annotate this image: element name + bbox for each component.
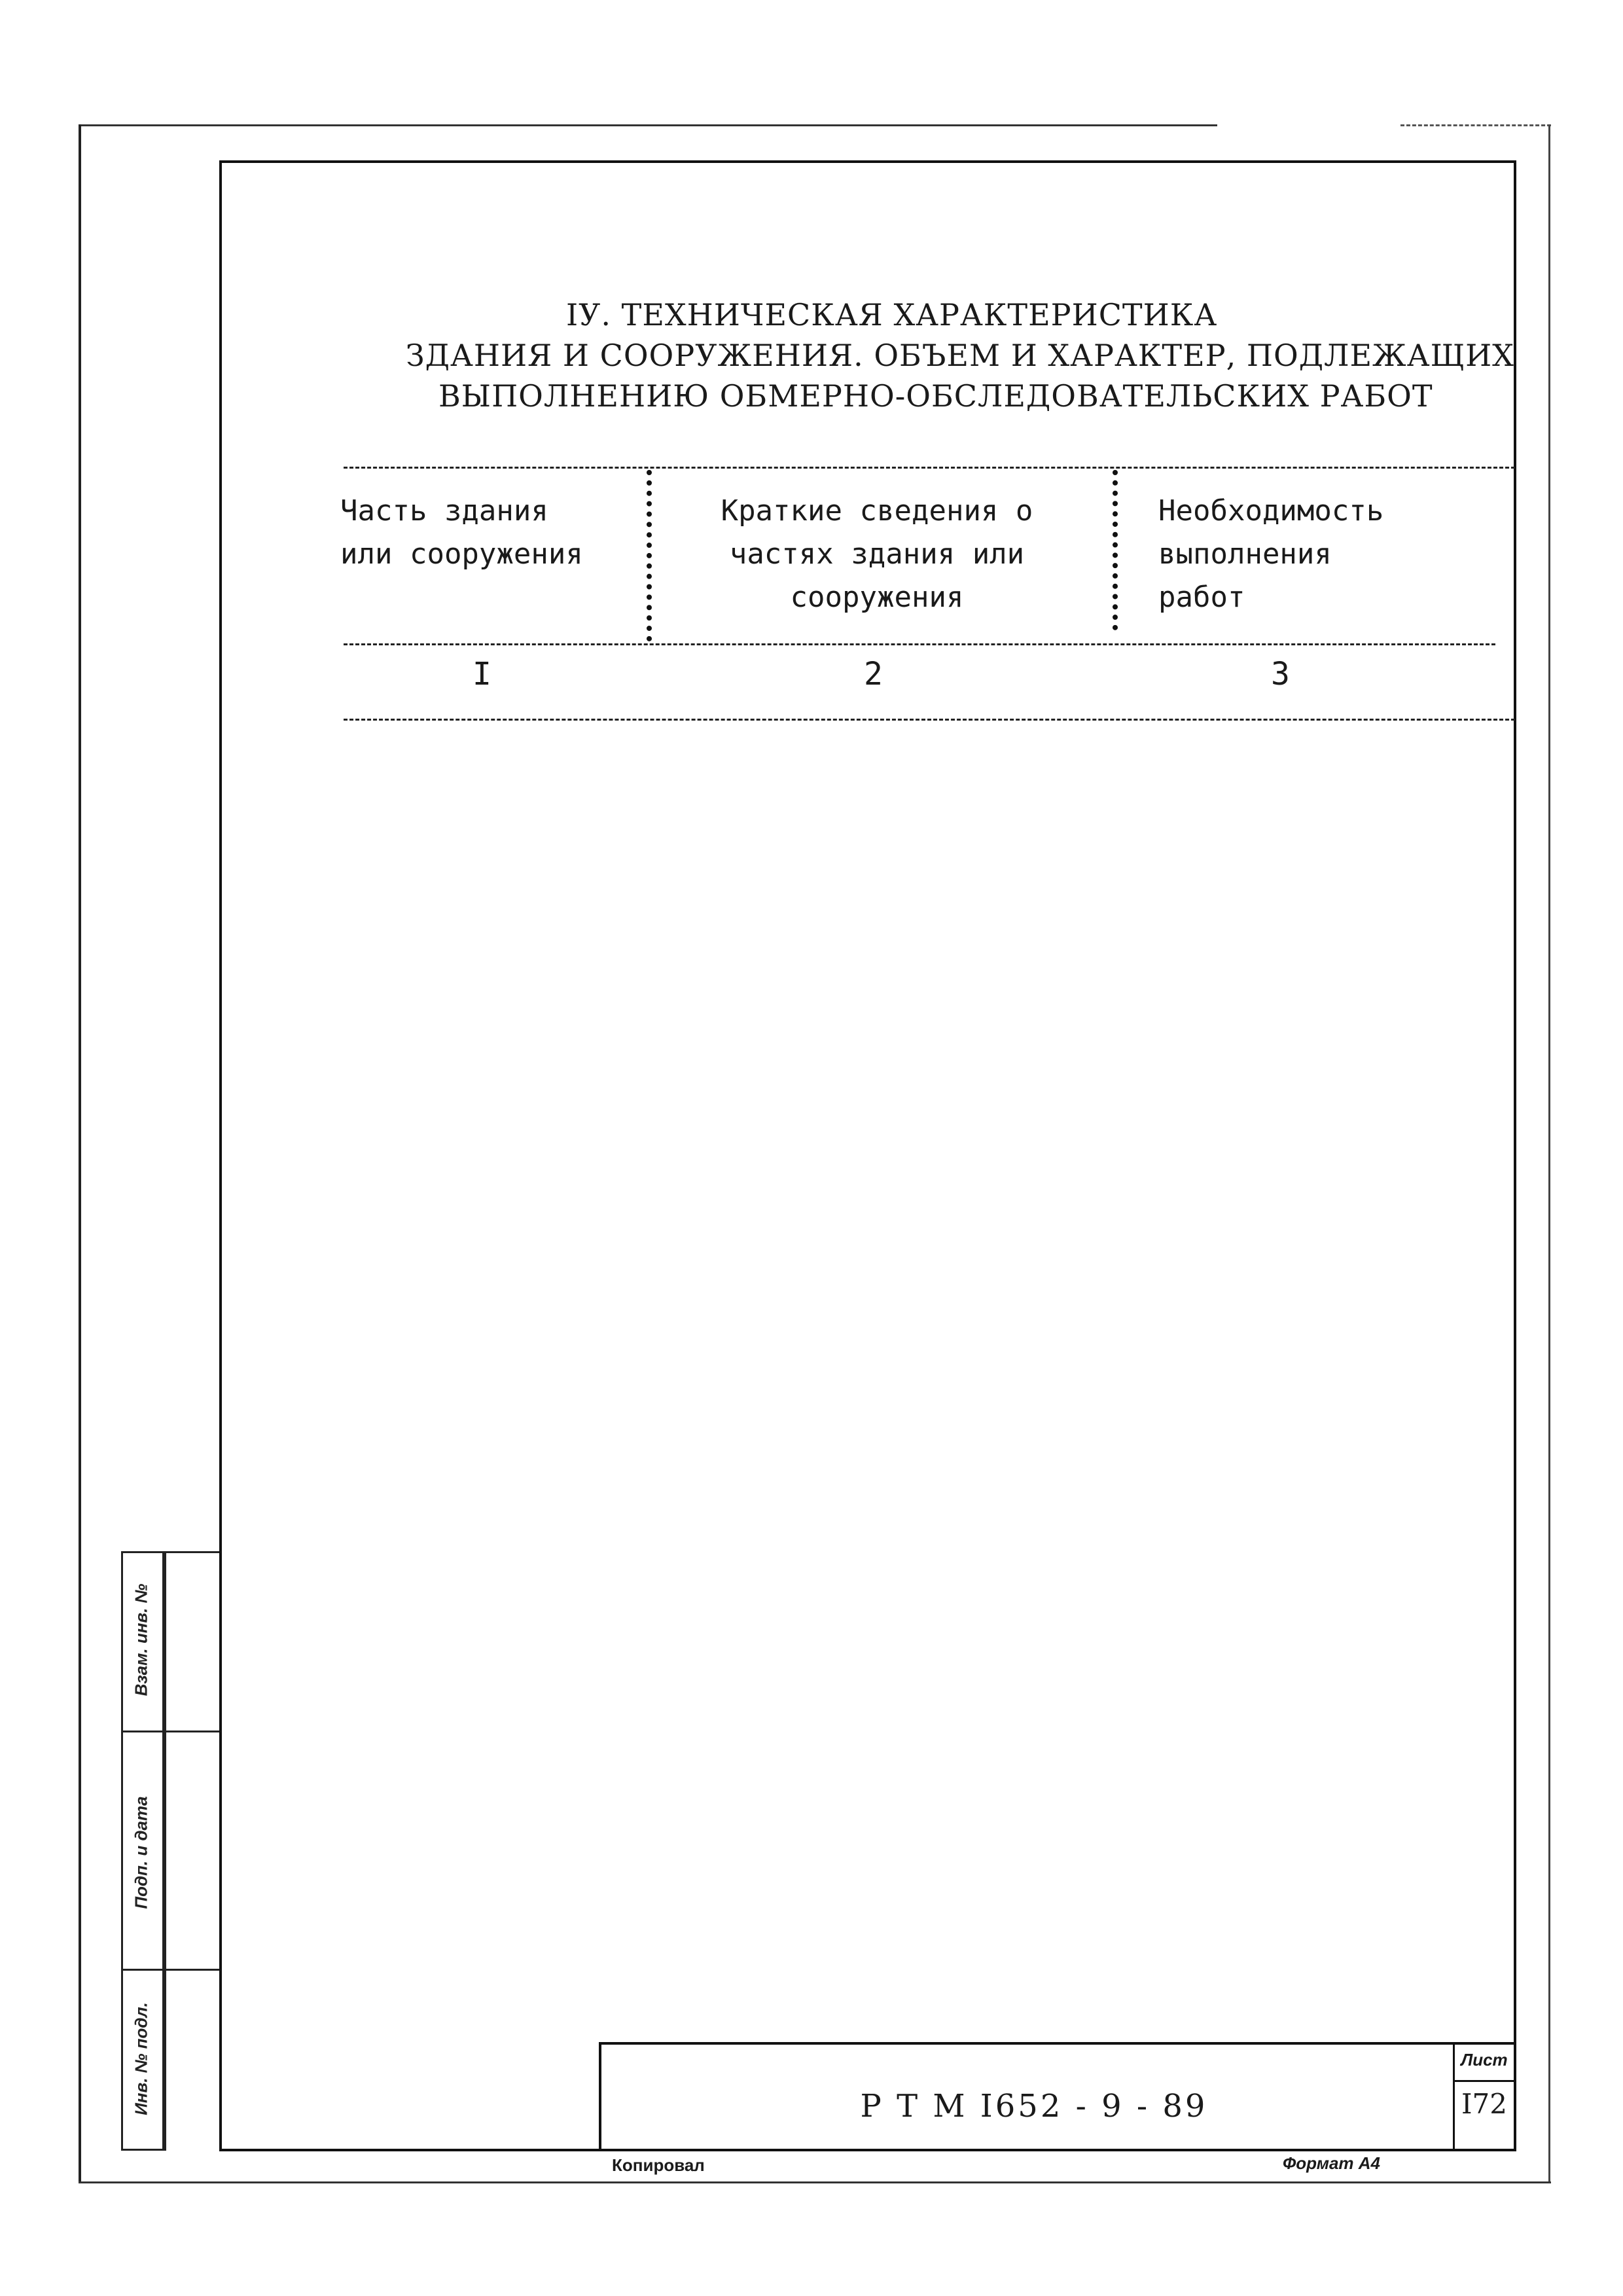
frame-right (1514, 160, 1516, 2150)
sheet-label: Лист (1461, 2050, 1508, 2070)
column-number-2: 2 (864, 656, 883, 692)
table-header-necessity: Необходимость выполнения работ (1158, 494, 1384, 614)
table-header-part: Часть здания или сооружения (340, 494, 583, 571)
table-header-rule (344, 643, 1495, 645)
outer-border-right (1548, 124, 1550, 2183)
stamp-label-replacement: Взам. инв. № (131, 1583, 151, 1696)
heading-line-1: IУ. ТЕХНИЧЕСКАЯ ХАРАКТЕРИСТИКА (566, 297, 1218, 332)
frame-left (219, 160, 222, 2150)
column-number-3: 3 (1271, 656, 1290, 692)
outer-border-left (79, 124, 81, 2183)
column-separator-1 (647, 470, 652, 641)
heading-line-2: ЗДАНИЯ И СООРУЖЕНИЯ. ОБЪЕМ И ХАРАКТЕР, ПОДЛЕЖАЩИХ (406, 338, 1514, 373)
table-header-info: Краткие сведения о частях здания или сооружения (721, 494, 1033, 614)
format-label: Формат А4 (1283, 2153, 1380, 2173)
sheet-number: I72 (1461, 2088, 1508, 2120)
column-separator-2 (1113, 470, 1118, 630)
stamp-strip-divider (162, 1551, 164, 2149)
sheet-cell-rule (1453, 2080, 1515, 2082)
copied-by-label: Копировал (612, 2155, 705, 2175)
column-number-1: I (473, 656, 491, 692)
title-block-left (599, 2042, 601, 2150)
stamp-label-signature-date: Подп. и дата (131, 1796, 151, 1909)
stamp-rule-3 (121, 1969, 219, 1971)
frame-bottom (219, 2149, 1516, 2151)
table-top-rule (344, 467, 1515, 469)
stamp-label-original-inventory: Инв. № подл. (131, 2002, 151, 2115)
title-block-top (599, 2042, 1516, 2045)
outer-border-top-fragment (1400, 124, 1551, 126)
stamp-rule-1 (121, 1551, 219, 1553)
section-heading (366, 295, 1514, 416)
outer-border-bottom (79, 2181, 1551, 2183)
outer-border-top (79, 124, 1217, 126)
table-number-rule (344, 719, 1515, 721)
document-code: Р Т М I652 - 9 - 89 (860, 2088, 1208, 2125)
heading-line-3: ВЫПОЛНЕНИЮ ОБМЕРНО-ОБСЛЕДОВАТЕЛЬСКИХ РАБОТ (438, 378, 1433, 414)
frame-top (219, 160, 1515, 163)
stamp-rule-2 (121, 1731, 219, 1732)
